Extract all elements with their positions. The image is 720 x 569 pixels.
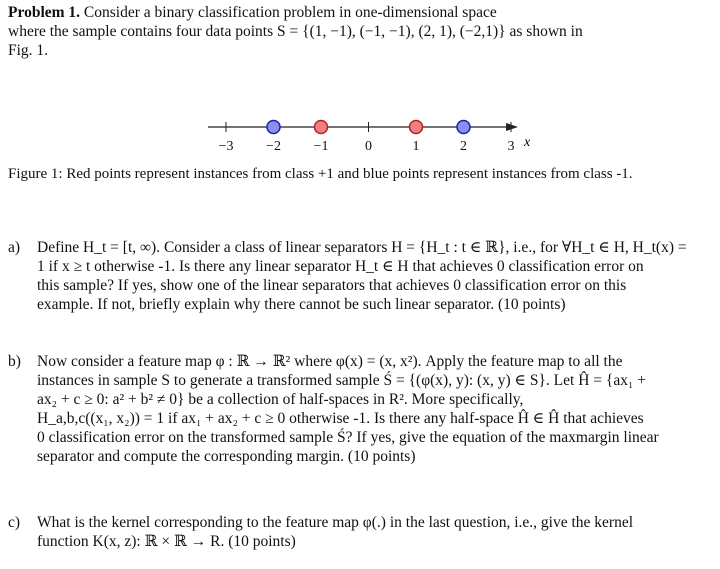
part-a-line-4: example. If not, briefly explain why there cannot be such linear separator. (10 points) <box>37 296 566 313</box>
figure-caption: Figure 1: Red points represent instances from class +1 and blue points represent instances from class -1. <box>8 166 633 182</box>
intro-text-1: Consider a binary classification problem in one-dimensional space <box>80 4 497 21</box>
blue-data-point <box>457 121 470 134</box>
number-line-svg <box>190 112 530 162</box>
part-a <box>8 238 712 314</box>
tick-label: −2 <box>266 139 281 154</box>
problem-intro <box>8 3 708 60</box>
intro-line-1 <box>8 3 708 22</box>
part-c-marker: c) <box>8 514 21 531</box>
intro-line-2: where the sample contains four data points S = {(1, −1), (−1, −1), (2, 1), (−2,1)} as shown in <box>8 23 583 40</box>
number-line-figure <box>190 112 530 162</box>
part-b-line-2: instances in sample S to generate a transformed sample Ś = {(φ(x), y): (x, y) ∈ S}. Let Ĥ = {ax₁ + <box>37 372 646 389</box>
tick-label: −3 <box>218 139 234 154</box>
part-a-line-3: this sample? If yes, show one of the linear separators that achieves 0 classification error on this <box>37 277 627 294</box>
part-a-marker: a) <box>8 239 21 256</box>
part-c-line-2: function K(x, z): ℝ × ℝ → R. (10 points) <box>37 533 296 550</box>
part-b-body <box>37 352 712 466</box>
part-b-marker: b) <box>8 353 21 370</box>
part-c-body <box>37 513 712 551</box>
part-b-line-4: H_a,b,c((x₁, x₂)) = 1 if ax₁ + ax₂ + c ≥ 0 otherwise -1. Is there any half-space Ĥ ∈ Ĥ that achieves <box>37 410 644 427</box>
part-b-line-6: separator and compute the corresponding margin. (10 points) <box>37 448 416 465</box>
part-b-line-5: 0 classification error on the transformed sample Ś? If yes, give the equation of the maxmargin linear <box>37 429 659 446</box>
tick-label: 3 <box>507 139 515 154</box>
part-a-line-2: 1 if x ≥ t otherwise -1. Is there any linear separator H_t ∈ H that achieves 0 classification error on <box>37 258 644 275</box>
red-data-point <box>315 121 328 134</box>
part-a-line-1: Define H_t = [t, ∞). Consider a class of linear separators H = {H_t : t ∈ ℝ}, i.e., for ∀H_t ∈ H, H_t(x) = <box>37 239 687 256</box>
tick-label: 1 <box>412 139 420 154</box>
tick-label: 2 <box>460 139 467 154</box>
tick-label: 0 <box>365 139 372 154</box>
tick-label: −1 <box>313 139 329 154</box>
blue-data-point <box>267 121 280 134</box>
part-b <box>8 352 712 466</box>
part-c-line-1: What is the kernel corresponding to the feature map φ(.) in the last question, i.e., give the kernel <box>37 514 634 531</box>
intro-line-3: Fig. 1. <box>8 42 49 59</box>
part-b-line-3: ax₂ + c ≥ 0: a² + b² ≠ 0} be a collection of half-spaces in R². More specifically, <box>37 391 524 408</box>
red-data-point <box>410 121 423 134</box>
problem-heading: Problem 1. <box>8 4 81 21</box>
part-c <box>8 513 712 551</box>
part-a-body <box>37 238 712 314</box>
axis-arrow-icon <box>506 123 518 131</box>
axis-variable-label: x <box>524 135 530 150</box>
part-b-line-1: Now consider a feature map φ : ℝ → ℝ² where φ(x) = (x, x²). Apply the feature map to all the <box>37 353 623 370</box>
